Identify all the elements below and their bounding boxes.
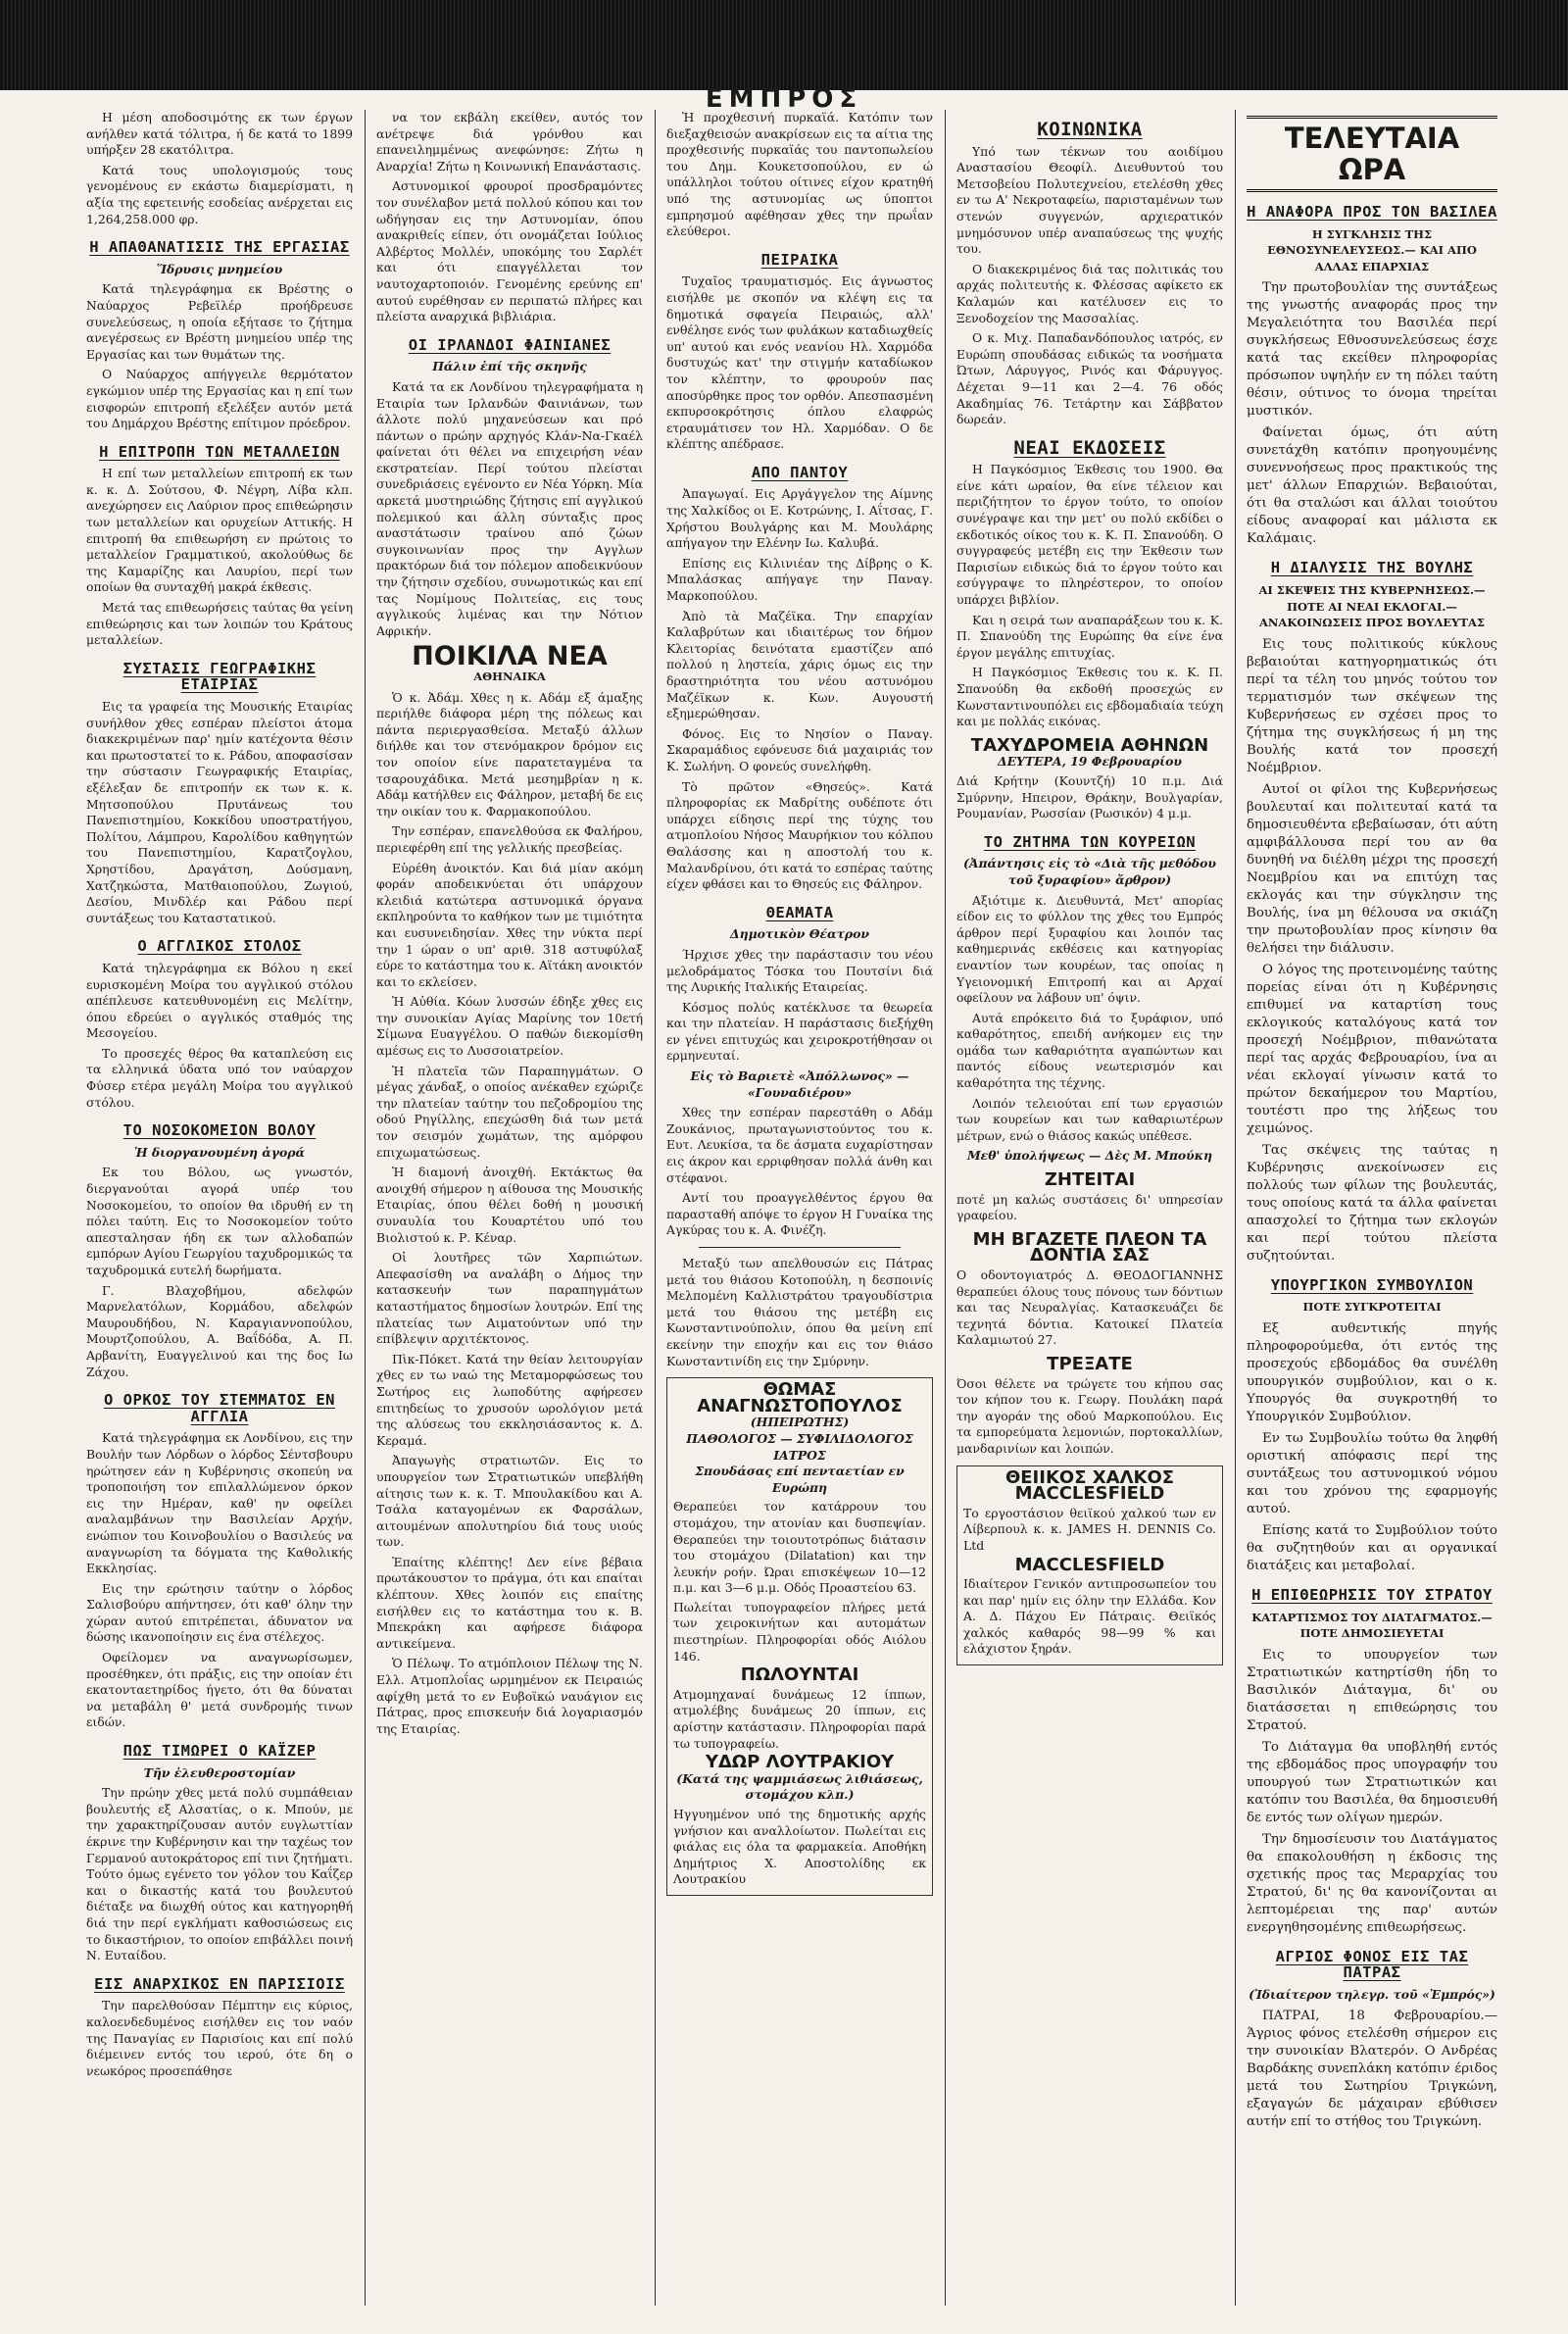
subheading: (Ἀπάντησις εἰς τὸ «Διὰ τῆς μεθόδου τοῦ ξυραφίου» ἄρθρον) [963, 856, 1216, 887]
article-paragraph: Εν τω Συμβουλίω τούτω θα ληφθή οριστική απόφασις περί της συντάξεως του αστυνομικού νόμου και του χρόνου της εφαρμογής αυτού. [1247, 1430, 1497, 1516]
section-heading: ΠΩΣ ΤΙΜΩΡΕΙ Ο ΚΑΪΖΕΡ [122, 1742, 317, 1761]
section-heading: Η ΑΝΑΦΟΡΑ ΠΡΟΣ ΤΟΝ ΒΑΣΙΛΕΑ [1247, 203, 1497, 221]
section-heading: ΘΕΑΜΑΤΑ [765, 903, 834, 921]
article-paragraph: να τον εκβάλη εκείθεν, αυτός τον ανέτρεψε διά γρόνθου και επανειλημμένως ανεφώνησε: Ζήτω η Αναρχία! Ζήτω η Κοινωνική Επανάστασις. [376, 110, 643, 174]
ad-big: ΤΡΕΞΑΤΕ [1047, 1353, 1133, 1374]
article-paragraph: Ο κ. Μιχ. Παπαδανδόπουλος ιατρός, εν Ευρώπη σπουδάσας ειδικώς τα νοσήματα Ώτων, Λάρυγγος, Ρινός και Φάρυγγος. Δέχεται 9—11 και 2—4. 76 οδός Ακαδημίας 76. Τετάρτην και Σάββατον δωρεάν. [956, 330, 1223, 427]
article-paragraph: Φόνος. Εις το Νησίον ο Παναγ. Σκαραμάδιος εφόνευσε διά μαχαιριάς τον Κ. Σωλήνη. Ο φονεύς συνελήφθη. [666, 725, 933, 773]
column-rule [365, 110, 366, 2306]
article-paragraph: Κατά τα εκ Λονδίνου τηλεγραφήματα η Εταιρία των Ιρλανδών Φαινιάνων, των άλλοτε πολύ μηχανεύσεων και πρό πάντων ο πρώην αρχηγός Κλάν-Να-Γκαέλ φαίνεται ότι θέλει να επιχειρήση νέαν εκστρατείαν. Περί τούτου πλείσται συνεδριάσεις εγένοντο εν Νέα Υόρκη. Μία αρκετά μυστηριώδης ζήτησις επί αγγλικού πολεμικού και άλλη σύνταξις προς αναστάτωσιν τραίνου από ζώων συγκοινωνίαν προς την Αγγλων πρακτόρων διά τον πόλεμον αποδεικνύουν την ζήτησιν σχεδίου, συνωμοτικώς και επί τας Νομίμους Πολιτείας, εις τους αγγλικούς λιμένας και την Νότιον Αφρικήν. [376, 378, 643, 638]
section-heading: ΤΟ ΝΟΣΟΚΟΜΕΙΟΝ ΒΟΛΟΥ [122, 1121, 317, 1140]
masthead-texture [0, 0, 1568, 90]
deck-line: ΑΙ ΣΚΕΨΕΙΣ ΤΗΣ ΚΥΒΕΡΝΗΣΕΩΣ.— ΠΟΤΕ ΑΙ ΝΕΑΙ ΕΚΛΟΓΑΙ.— ΑΝΑΚΟΙΝΩΣΕΙΣ ΠΡΟΣ ΒΟΥΛΕΥΤΑΣ [1258, 582, 1486, 630]
ad-sale2b: Ατμομηχαναί δυνάμεως 12 ίππων, ατμολέβης δυνάμεως 20 ίππων, εις αρίστην κατάστασιν. Πληροφορίαι παρά τω τυπογραφείω. [673, 1686, 926, 1751]
article-paragraph: Εις την ερώτησιν ταύτην ο λόρδος Σαλισβούρυ απήντησεν, ότι καθ' όλην την χώραν αυτού επιτρέπεται, άδυνατον να δώσης ικανοποίησιν εις ένα στέλεχος. [86, 1580, 353, 1645]
article-paragraph: Κατά τηλεγράφημα εκ Βόλου η εκεί ευρισκομένη Μοίρα του αγγλικού στόλου απέπλευσε κατευθυνομένη εις Μελίτην, όπου εδρεύει ο αγγλικός σταθμός της Μεσογείου. [86, 960, 353, 1041]
ad-big: MACCLESFIELD [1014, 1483, 1165, 1505]
ad-pre: ΘΕΙΙΚΟΣ ΧΑΛΚΟΣ [1004, 1466, 1175, 1488]
article-paragraph: Τας σκέψεις της ταύτας η Κυβέρνησις ανεκοίνωσεν εις πολλούς των φίλων της βουλευτάς, τους οποίους κατά τα άλλα φαίνεται απασχολεί το ζήτημα των εκλογών και περί τούτου πλείστα συζητούνται. [1247, 1142, 1497, 1264]
article-paragraph: Ὁ Πέλωψ. Το ατμόπλοιον Πέλωψ της Ν. Ελλ. Ατμοπλοΐας ωρμημένον εκ Πειραιώς αφίχθη μετά το εν Ευβοϊκώ ναυάγιον εις Πάτρας, προς επισκευήν διά λογαριασμόν της Εταιρίας. [376, 1656, 643, 1736]
article-paragraph: Ἡ διαμονή ἀνοιχθή. Εκτάκτως θα ανοιχθή σήμερον η αίθουσα της Μουσικής Εταιρίας, όπου θέλει δοθή η μουσική συναυλία του Κουαρτέτου υπό του Βιολιστού κ. Ρ. Κέναρ. [376, 1165, 643, 1245]
section-heading: Η ΕΠΙΤΡΟΠΗ ΤΩΝ ΜΕΤΑΛΛΕΙΩΝ [99, 442, 340, 461]
column-rule [1235, 110, 1236, 2306]
article-paragraph: Εκ του Βόλου, ως γνωστόν, διεργανούται αγορά υπέρ του Νοσοκομείου, το οποίον θα ιδρυθή εν τη πόλει ταύτη. Εις το Νοσοκομείον τούτο απεσταλησαν ήδη εκ των αλλοδαπών εμπόρων Αγίου Γεωργίου ταχυδρομικώς τα ταχυδρομικά ευτελή δωρήματα. [86, 1165, 353, 1277]
article-paragraph: Γ. Βλαχοβήμου, αδελφών Μαρνελατόλων, Κορμάδου, αδελφών Μαυρουδήδου, Ν. Καραγιαννοπούλου, Μουρτζοπούλου, Α. Βαΐδόδα, Α. Π. Αρβανίτη, Ευαγγελινού και της δος Ιω Ζάχου. [86, 1282, 353, 1379]
article-paragraph: Εις το υπουργείον των Στρατιωτικών κατηρτίσθη ήδη το Βασιλικόν Διάταγμα, δι' ου διατάσσεται η επιθεώρησις του Στρατού. [1247, 1647, 1497, 1733]
subheading: Δημοτικὸν Θέατρον [729, 926, 870, 942]
article-paragraph: Αυτοί οι φίλοι της Κυβερνήσεως βουλευταί και πολιτευταί κατά τα δημοσιευθέντα εβεβαίωσαν, ότι αύτη αμφιβάλλουσα περί του αν θα δυνηθή να διέλθη μέχρι της προσεχή Νοεμβρίου και να επιτύχη τας εκλογάς και την σύγκλησιν της Βουλής, ίνα μη θέλουσα να σκιάζη την πρωτοβουλίαν προς κίνησιν θα θελήσει την διάλυσιν. [1247, 781, 1497, 956]
ad-water: ΥΔΩΡ ΛΟΥΤΡΑΚΙΟΥ [705, 1752, 895, 1773]
subheading: Ἡ διοργανουμένη ἀγορά [133, 1144, 306, 1160]
section-heading: Η ΕΠΙΘΕΩΡΗΣΙΣ ΤΟΥ ΣΤΡΑΤΟΥ [1251, 1585, 1493, 1604]
late-news-banner: ΤΕΛΕΥΤΑΙΑ ΩΡΑ [1247, 116, 1497, 192]
article-paragraph: Εὑρέθη ἀνοικτόν. Και διά μίαν ακόμη φοράν αποδεικνύεται ότι υπάρχουν κλειδιά κατώτερα αστυνομικά όργανα εκπληρούντα το καθήκον των με τιμιότητα και ευσυνειδησίαν. Χθες την νύκτα περί την 1 ώραν ο υπ' αριθ. 318 αστυφύλαξ εύρε το κατάστημα του κ. Αϊτάκη ανοικτόν και το εκλείσεν. [376, 860, 643, 989]
article-paragraph: Ἀπὸ τὰ Μαζέϊκα. Την επαρχίαν Καλαβρύτων και ιδιαιτέρως τον δήμον Κλειτορίας δεινότατα εμαστίζεν από πολλού η ληστεία, χάρις όμως εις την δραστηριότητα του νέου αστυνόμου Μαζέϊκων κ. Κων. Αυγουστή εξημερώθησαν. [666, 608, 933, 721]
section-heading: ΤΟ ΖΗΤΗΜΑ ΤΩΝ ΚΟΥΡΕΙΩΝ [983, 832, 1197, 851]
article-paragraph: Ἀπαγωγαί. Εις Αργάγγελον της Αίμνης της Χαλκίδος οι Ε. Κοτρώνης, Ι. Αΐτσας, Γ. Χρήστου Βουλγάρης και Μ. Μουλάρης απήγαγον την Ελένην Ιω. Καλυβά. [666, 486, 933, 551]
section-heading: Ο ΑΓΓΛΙΚΟΣ ΣΤΟΛΟΣ [137, 937, 302, 956]
section-heading: ΚΟΙΝΩΝΙΚΑ [1037, 119, 1143, 140]
article-paragraph: Ἡ προχθεσινή πυρκαϊά. Κατόπιν των διεξαχθεισών ανακρίσεων εις τα αίτια της προχθεσινής πυρκαϊάς του παντοπωλείου του Δημ. Κουκετσοπούλου, εν ώ υπάλληλοι τούτου οίτινες είχον κρατηθή υπό της αστυνομίας ως ύποπτοι εμπρησμού αφέθησαν χθες την πρωΐαν ελεύθεροι. [666, 110, 933, 239]
article-paragraph: Ἡ πλατεῖα τῶν Παραπηγμάτων. Ο μέγας χάνδαξ, ο οποίος ανέκαθεν εχώριζε την πλατείαν ταύτην του πεζοδρομίου της οδού Ρηγίλλης, επεχώσθη διά των μετά τον σεισμόν χωμάτων, της αμόρφου επιχωματώσεως. [376, 1063, 643, 1160]
article-paragraph: Μετά τας επιθεωρήσεις ταύτας θα γείνη επιθεώρησις και των λοιπών του Κράτους μεταλλείων. [86, 600, 353, 648]
article-paragraph: Ἡ Αὐθία. Κόων λυσσών έδηξε χθες εις την συνοικίαν Αγίας Μαρίνης τον 10ετή Σίμωνα Ευαγγέλου. Ο παθών διεκομίσθη αμέσως εις το Λυσσοιατρείον. [376, 994, 643, 1059]
deck-line: ΚΑΤΑΡΤΙΣΜΟΣ ΤΟΥ ΔΙΑΤΑΓΜΑΤΟΣ.— ΠΟΤΕ ΔΗΜΟΣΙΕΥΕΤΑΙ [1251, 1610, 1493, 1641]
article-paragraph: Η Παγκόσμιος Έκθεσις του κ. Κ. Π. Σπανούδη θα εκδοθή προσεχώς εν Κωνσταντινουπόλει εις εβδομαδιαία τεύχη και με πολλάς εικόνας. [956, 665, 1223, 729]
article-paragraph: Το προσεχές θέρος θα καταπλεύση εις τα ελληνικά ύδατα υπό τον ναύαρχον Φύσερ ετέρα μεγάλη Μοίρα του αγγλικού στόλου. [86, 1045, 353, 1110]
article-paragraph: Την πρώην χθες μετά πολύ συμπάθειαν βουλευτής εξ Αλσατίας, ο κ. Μπούν, με την χαρακτηρίζουσαν αυτόν ευγλωττίαν έκρινε την Κυβέρνησιν και την ταχέως τον Γερμανού αυτοκράτορος επί τινι ζητήματι. Τούτο όμως εγένετο τον γόλον του Καΐζερ και ο δικαστής κατά του βουλευτού διέταξε να διωχθή ούτος και κατηγορηθή διά την περί εγκλήματι καθοσιώσεως εις το δικαστήριον, το οποίον επιβάλλει ποινή Ν. Ευταίδου. [86, 1785, 353, 1963]
ad-role: ΠΑΘΟΛΟΓΟΣ — ΣΥΦΙΛΙΔΟΛΟΓΟΣ ΙΑΤΡΟΣ [686, 1430, 913, 1463]
deck-line: ΑΘΗΝΑΙΚΑ [473, 670, 546, 683]
article-paragraph: Τυχαῖος τραυματισμός. Εις άγνωστος εισήλθε με σκοπόν να κλέψη εις τα δημοτικά σφαγεία Πειραιώς, αλλ' ενθέλησε ενός των φυλάκων καταδιωχθείς υπ' αυτού και ενός νεανίου Ηλ. Χαρμόδα δυστυχώς κατ' την στιγμήν καταδίωκον τον κλέπτην, το φρουρούν πας αποσύρθηκε προς τον ορθόν. Απεσπασμένη εκπυρσοκρότησις όπλου ελαφρώς ετραυμάτισεν τον Ηλ. Χαρμόδαν. Ο δε κλέπτης απέδρασε. [666, 273, 933, 452]
ad-body: Ο οδοντογιατρός Δ. ΘΕΟΔΟΓΙΑΝΝΗΣ θεραπεύει όλους τους πόνους των δόντιων και τας Νευραλγίας. Κατασκευάζει δε τεχνητά δόντια. Κατοικεί Πλατεία Καλαμιωτού 27. [956, 1267, 1223, 1348]
article-paragraph: Εις τα γραφεία της Μουσικής Εταιρίας συνήλθον χθες εσπέραν πλείστοι άτομα διακεκριμένων παρ' ημίν κατέχοντα θέσιν και πρωτοστατεί το κ. Ράδου, αποφασίσαν την σύστασιν Γεωγραφικής Εταιρίας, εξέλεξαν δε επιτροπήν εκ των κ. κ. Μητσοπούλου Πρυτάνεως του Πανεπιστημίου, Κοκκίδου υποστρατήγου, Πολίτου, Λάμπρου, Καρολίδου καθηγητών του Πανεπιστημίου, Καρατζογλου, Χρηστίδου, Δραγάτση, Δούσμανη, Χατζηκώστα, Ματθαιοπούλου, Ζωγιού, Δεσίου, Μινδλέρ και Ράδου περί συντάξεως του Καταστατικού. [86, 699, 353, 925]
section-heading: Η ΑΠΑΘΑΝΑΤΙΣΙΣ ΤΗΣ ΕΡΓΑΣΙΑΣ [89, 238, 350, 257]
ad-name: ΘΩΜΑΣ ΑΝΑΓΝΩΣΤΟΠΟΥΛΟΣ [697, 1379, 903, 1416]
subheading: Τῆν ἐλευθεροστομίαν [143, 1764, 296, 1780]
column-4 [956, 110, 1223, 2306]
article-paragraph: Κατά τους υπολογισμούς τους γενομένους εν εκάστω διαμερίσματι, η αξία της εφετεινής εσοδείας ανέρχεται εις 1,264,258.000 φρ. [86, 162, 353, 226]
column-rule [945, 110, 946, 2306]
section-heading: ΑΓΡΙΟΣ ΦΟΝΟΣ ΕΙΣ ΤΑΣ ΠΑΤΡΑΣ [1275, 1947, 1469, 1982]
subheading: Ἵδρυσις μνημείου [156, 261, 283, 276]
article-paragraph: Η επί των μεταλλείων επιτροπή εκ των κ. κ. Δ. Σούτσου, Φ. Νέγρη, Λίβα κλπ. ανεχώρησεν εις Λαύριον προς επιθεώρησιν των μεταλλείων και ορυχείων Αττικής. Η επιτροπή θα επιθεωρήση εν πρώτοις το μεταλλείον Γραμματικού, ακολούθως δε της Καμαρίζης και Λαυρίου, περί των οποίων θα συνταχθή μακρά έκθεσις. [86, 466, 353, 595]
ad-water-sub: (Κατά της ψαμμιάσεως λιθιάσεως, στομάχου κλπ.) [676, 1770, 923, 1803]
article-paragraph: Αστυνομικοί φρουροί προσδραμόντες τον συνέλαβον μετά πολλού κόπου και τον ωδήγησαν εις την Αστυνομίαν, όπου ανακριθείς είπεν, ότι ονομάζεται Ιούλιος Αλβέρτος Μολλέν, υποκόμης του Σαρλέτ και ότι επαγγέλλεται τον ναυτοχαρτοποιόν. Γενομένης ερεύνης επ' αυτού ευρέθησαν εν περιπατώ πλήρες και πλείστα αναρχικά βιβλιάρια. [376, 178, 643, 324]
article-paragraph: ΠΑΤΡΑΙ, 18 Φεβρουαρίου.— Άγριος φόνος ετελέσθη σήμερον εις την συνοικίαν Βλατερόν. Ο Ανδρέας Βαρδάκης συνεπλάκη κατόπιν έριδος μετά του Σωτηρίου Τριγκώνη, εξαγαγών δε μάχαιραν εβύθισεν αυτήν επί το στήθος του Τριγκώνη. [1247, 2008, 1497, 2129]
article-paragraph: Την εσπέραν, επανελθούσα εκ Φαλήρου, περιεφέρθη επί της γελλικής πρεσβείας. [376, 823, 643, 855]
advertisement-ad2 [956, 734, 1223, 822]
section-heading: Η ΔΙΑΛΥΣΙΣ ΤΗΣ ΒΟΥΛΗΣ [1270, 559, 1474, 577]
newspaper-title: ΕΜΠΡΟΣ [705, 84, 863, 114]
column-1 [86, 110, 353, 2306]
article-paragraph: Λοιπόν τελειούται επί των εργασιών των κουρείων και των καθαριωτέρων μέτρων, ενώ ο θιάσος κακώς υπέθεσε. [956, 1095, 1223, 1143]
ad-title: ΤΑΧΥΔΡΟΜΕΙΑ ΑΘΗΝΩΝ [970, 734, 1209, 756]
article-paragraph: Την πρωτοβουλίαν της συντάξεως της γνωστής αναφοράς προς την Μεγαλειότητα του Βασιλέα περί συγκλήσεως Εθνοσυνελεύσεως έσχε κατά τας εκείθεν πληροφορίας πρόσωπον υψηλήν εν τη πόλει ταύτη θέσιν, ούτινος το όνομα τηρείται μυστικόν. [1247, 280, 1497, 420]
article-paragraph: Επίσης κατά το Συμβούλιον τούτο θα συζητηθούν και αι οργανικαί διατάξεις και μεταβολαί. [1247, 1522, 1497, 1573]
article-paragraph: Τὸ πρῶτον «Θησεύς». Κατά πληροφορίας εκ Μαδρίτης ουδέποτε ότι υπάρχει είδησις περί της τύχης του ατμοπλοίου Νήσος Μαυρήκιον του κόλπου Θαλάσσης και η αποστολή του κ. Μαλανδρίνου, ότι κατά το εσπέρας ταύτης είχεν φθάσει και το Θησεύς εις Φάληρον. [666, 778, 933, 892]
section-heading: ΝΕΑΙ ΕΚΔΟΣΕΙΣ [1013, 436, 1166, 459]
ad-sale2: ΠΩΛΟΥΝΤΑΙ [740, 1664, 859, 1686]
subheading: Πάλιν ἐπί τῆς σκηνῆς [432, 359, 587, 374]
advertisement-ad5 [956, 1353, 1223, 1458]
article-paragraph: Την παρελθούσαν Πέμπτην εις κύριος, καλοενδεδυμένος εισήλθεν εις τον ναόν της Παναγίας εν Παρισίοις και επί πολύ διέμεινεν εντός του ιερού, ότε δη ο νεωκόρος προσεπάθησε [86, 1998, 353, 2078]
article-paragraph: Επίσης εις Κιλινιέαν της Δίβρης ο Κ. Μπαλάσκας απήγαγε την Παναγ. Μαρκοπούλου. [666, 555, 933, 604]
article-paragraph: Κατά τηλεγράφημα εκ Βρέστης ο Ναύαρχος Ρεβεϊλέρ προήδρευσε συνελεύσεως, η οποία εξήτασε το ζήτημα ανεγέρσεως εν Βρέστη μνημείου υπέρ της Εργασίας και των θυμάτων της. [86, 281, 353, 362]
section-heading: ΑΠΟ ΠΑΝΤΟΥ [751, 463, 849, 481]
ad-big: ΜΗ ΒΓΑΖΕΤΕ ΠΛΕΟΝ ΤΑ ΔΟΝΤΙΑ ΣΑΣ [972, 1228, 1207, 1266]
ad-water-body: Ηγγυημένον υπό της δημοτικής αρχής γνήσιον και αναλλοίωτον. Πωλείται εις φιάλας εις όλα τα φαρμακεία. Αποθήκη Δημήτριος Χ. Αποστολίδης εκ Λουτρακίου [673, 1807, 926, 1887]
ad-body2: Ιδιαίτερον Γενικόν αντιπροσωπείον του και παρ' ημίν εις όλην την Ελλάδα. Κον Α. Δ. Πάχου Εν Πάτραις. Θειϊκός χαλκός καθαρός 98—99 % και ελάχιστον ξηράν. [963, 1576, 1216, 1657]
section-heading: ΟΙ ΙΡΛΑΝΔΟΙ ΦΑΙΝΙΑΝΕΣ [408, 335, 612, 354]
article-paragraph: Οἱ λουτῆρες τῶν Χαρπιώτων. Απεφασίσθη να αναλάβη ο Δήμος την κατασκευήν των παραπηγμάτων καταστήματος δημοσίων λουτρών. Επί της πλατείας των Αιματούντων υπό την επίβλεψιν αρχιτέκτονος. [376, 1250, 643, 1347]
article-paragraph: Η μέση αποδοσιμότης εκ των έργων ανήλθεν κατά τόλιτρα, ή δε κατά το 1899 υπήρξεν 28 εκατόλιτρα. [86, 110, 353, 158]
ad-body: Όσοι θέλετε να τρώγετε του κήπου σας τον κήπον του κ. Γεωργ. Πουλάκη παρά την αγοράν της οδού Μαρκοπούλου. Εις τα εμπορεύματα λεμονιών, πορτοκαλλίων, μανδαρινίων και λοιπών. [956, 1375, 1223, 1456]
article-paragraph: Αυτά επρόκειτο διά το ξυράφιον, υπό καθαρότητος, επειδή ανήκομεν εις την ομάδα των καθαριότητα αγαπώντων και παντός είδους νεωτερισμόν και καθαρότητα της τέχνης. [956, 1010, 1223, 1091]
column-3 [666, 110, 933, 2306]
article-paragraph: Η Παγκόσμιος Έκθεσις του 1900. Θα είνε κάτι ωραίον, θα είνε τέλειον και περιζήτητον το έργον τούτο, το οποίον συνέγραψε και την μετ' ου πολύ εκδίδει ο εκδοτικός οίκος του κ. Κ. Π. Σπανούδη. Ο συγγραφεύς μετέβη εις την Έκθεσιν των Παρισίων ειδικώς διά το έργον τούτο και εσύγγραψε το πληρέστερον, το οποίον υπάρχει βιβλίον. [956, 462, 1223, 608]
article-paragraph: Οφείλομεν να αναγνωρίσωμεν, προσέθηκεν, ότι πράξις, εις την οποίαν έτι εκατονταετηρίδος ήγετο, ότι θα δύναται να μεταβάλη θ' μετά συνδρομής τινων ειδών. [86, 1650, 353, 1730]
ad-big: ΖΗΤΕΙΤΑΙ [1044, 1169, 1136, 1191]
subheading: Εἰς τὸ Βαριετὲ «Ἀπόλλωνος» — «Γουναδιέρου» [690, 1068, 909, 1100]
section-heading: Ο ΟΡΚΟΣ ΤΟΥ ΣΤΕΜΜΑΤΟΣ ΕΝ ΑΓΓΛΙΑ [104, 1391, 335, 1425]
subheading: (Ἰδιαίτερον τηλεγρ. τοῦ «Ἐμπρός») [1249, 1986, 1495, 2002]
article-paragraph: Ο διακεκριμένος διά τας πολιτικάς του αρχάς πολιτευτής κ. Φλέσσας αφίκετο εκ Καλαμών και κατέλυσεν εις το Ξενοδοχείον της Μασσαλίας. [956, 261, 1223, 325]
column-5 [1247, 110, 1497, 2306]
ad-body: Διά Κρήτην (Κουντζή) 10 π.μ. Διά Σμύρνην, Ηπειρον, Θράκην, Βουλγαρίαν, Ρουμανίαν, Ρωσσίαν (Ρωσικόν) 4 μ.μ. [956, 772, 1223, 821]
article-paragraph: Φαίνεται όμως, ότι αύτη συνετάχθη κατόπιν προηγουμένης συνεννοήσεως προς πρακτικούς της μετ' άλλων Επαρχιών. Βεβαιούται, ότι θα σταλώσι και άλλαι τοιούτου είδους αναφοραί και μάλιστα εκ Καλάμαις. [1247, 425, 1497, 547]
ad-body: ποτέ μη καλώς συστάσεις δι' υπηρεσίαν γραφείου. [956, 1191, 1223, 1223]
article-paragraph: Υπό των τέκνων του αοιδίμου Αναστασίου Θεοφίλ. Διευθυντού του Μετσοβείου Πολυτεχνείου, ετελέσθη χθες εν τω Α' Νεκροταφείω, παρισταμένων των στενών συγγενών, αρχιερατικόν μνημόσυνον υπέρ αναπαύσεως της ψυχής του. [956, 143, 1223, 257]
article-paragraph: Ἀπαγωγὴς στρατιωτῶν. Εις το υπουργείον των Στρατιωτικών υπεβλήθη αίτησις των κ. κ. Τ. Μπουλακίδου και Α. Τσάλα καταγομένων εκ Φαρσάλων, αιτουμένων απολυτηρίου διά τους υιούς των. [376, 1453, 643, 1550]
article-paragraph: Ήρχισε χθες την παράστασιν του νέου μελοδράματος Τόσκα του Πουτσίνι διά της Λυρικής Ιταλικής Εταιρείας. [666, 946, 933, 995]
section-heading: ΠΕΙΡΑΙΚΑ [760, 250, 839, 269]
ad-note: Σπουδάσας επί πενταετίαν εν Ευρώπη [695, 1464, 905, 1495]
article-paragraph: Ὁ κ. Ἀδάμ. Χθες η κ. Αδάμ εξ άμαξης περιήλθε διάφορα μέρη της πόλεως και πάντα περιεργασθείσα. Μεταξύ άλλων διήλθε και τον στενόμακρον δρόμον εις τον οποίον είνε παρατεταγμένα τα τσαρουχάδικα. Μετά μεσημβρίαν η κ. Αδάμ κατήλθεν εις Φάληρον, μεταβή δε εις την οικίαν του κ. Φαρμακοπούλου. [376, 689, 643, 819]
article-paragraph: Κατά τηλεγράφημα εκ Λονδίνου, εις την Βουλήν των Λόρδων ο λόρδος Σέντσβουρυ ηρώτησεν εάν η Κυβέρνησις σκοπεύη να τροποποιήση τον επιλαλλώμενον όρκον εις την Ημέραν, καθ' ην οφείλει αναλαμβάνων την Βασιλείαν Αρχήν, ενώπιον του Κοινοβουλίου ο Βασιλεύς να αναγνωρίση τα δόγματα της Καθολικής Εκκλησίας. [86, 1430, 353, 1576]
advertisement-ad6 [956, 1465, 1223, 1666]
separator-rule [699, 1247, 902, 1248]
ad-sale: Πωλείται τυπογραφείον πλήρες μετά των χειροκινήτων και αυτομάτων πιεστηρίων. Πληροφορίαι οδός Αιόλου 146. [673, 1599, 926, 1664]
article-paragraph: Την δημοσίευσιν του Διατάγματος θα επακολουθήση η έκδοσις της σχετικής προς τας Μεραρχίας του Στρατού, δι' ης θα κανονίζονται αι λεπτομέρειαι της παρ' αυτών ενεργηθησομένης επιθεωρήσεως. [1247, 1831, 1497, 1935]
section-heading: ΕΙΣ ΑΝΑΡΧΙΚΟΣ ΕΝ ΠΑΡΙΣΙΟΙΣ [94, 1974, 345, 1993]
ad-body: Θεραπεύει τον κατάρρουν του στομάχου, την ατονίαν και δυσπεψίαν. Θεραπεύει την τοιουτοτρόπως διάτασιν του στομάχου (Dilatation) και την λευκήν ροήν. Ώραι επισκέψεων 10—12 π.μ. και 3—6 μ.μ. Οδός Προαστείου 63. [673, 1499, 926, 1596]
article-paragraph: Αντί του προαγγελθέντος έργου θα παρασταθή απόψε το έργον Η Γυναίκα της Αγκύρας του κ. Α. Φινέζη. [666, 1190, 933, 1238]
advertisement-ad4 [956, 1228, 1223, 1349]
article-paragraph: Εξ αυθεντικής πηγής πληροφορούμεθα, ότι εντός της προσεχούς εβδομάδος θα συνέλθη υπουργικόν συμβούλιον, και ο κ. Υπουργός θα συγκροτηθή το Υπουργικόν Συμβούλιον. [1247, 1320, 1497, 1424]
section-heading: ΥΠΟΥΡΓΙΚΟΝ ΣΥΜΒΟΥΛΙΟΝ [1270, 1275, 1474, 1294]
column-rule [655, 110, 656, 2306]
deck-line: Η ΣΥΓΚΛΗΣΙΣ ΤΗΣ ΕΘΝΟΣΥΝΕΛΕΥΣΕΩΣ.— ΚΑΙ ΑΠΟ ΑΛΛΑΣ ΕΠΑΡΧΙΑΣ [1267, 226, 1477, 273]
section-heading: ΣΥΣΤΑΣΙΣ ΓΕΩΓΡΑΦΙΚΗΣ ΕΤΑΙΡΙΑΣ [122, 659, 317, 694]
article-paragraph: Πὶκ-Πόκετ. Κατά την θείαν λειτουργίαν χθες εν τω ναώ της Μεταμορφώσεως του Σωτήρος εις λωποδύτης αφήρεσεν επιτηδείως το χρυσούν ωρολόγιον μετά της αλύσεως του εκκλησιάσαντος κ. Δ. Κεραμά. [376, 1351, 643, 1448]
subheading: Μεθ' ὑπολήψεως — Δὲς Μ. Μπούκη [966, 1148, 1213, 1164]
deck-line: ΠΟΤΕ ΣΥΓΚΡΟΤΕΙΤΑΙ [1302, 1300, 1442, 1315]
article-paragraph: Το Διάταγμα θα υποβληθή εντός της εβδομάδος προς υπογραφήν του υπουργού των Στρατιωτικών και κατόπιν του Βασιλέα, θα δημοσιευθή δε εντός των ολίγων ημερών. [1247, 1739, 1497, 1825]
masthead-banner [0, 0, 1568, 90]
ad-date: ΔΕΥΤΕΡΑ, 19 Φεβρουαρίου [998, 754, 1182, 770]
newspaper-page [86, 110, 1497, 2306]
ad-body: Το εργοστάσιον θειϊκού χαλκού των εν Λίβερπουλ κ. κ. JAMES H. DENNIS Co. Ltd [963, 1505, 1216, 1553]
article-paragraph: Ο Ναύαρχος απήγγειλε θερμότατον εγκώμιον υπέρ της Εργασίας και η επί των εισφορών επιτροπή εξελέξεν αυτόν μετά του Δημάρχου Βρέστης επίτιμον πρόεδρον. [86, 367, 353, 431]
advertisement-ad3 [956, 1169, 1223, 1224]
article-paragraph: Και η σειρά των αναπαράξεων του κ. Κ. Π. Σπανούδη της Ευρώπης θα είνε ένα έργον μεγάλης επιτυχίας. [956, 612, 1223, 660]
ad-big2: MACCLESFIELD [1014, 1554, 1165, 1575]
article-paragraph: Ο λόγος της προτεινομένης ταύτης πορείας είναι ότι η Κυβέρνησις επιθυμεί να καταρτίση τους εκλογικούς καταλόγους κατά τον προσεχή Νοέμβριον, πιθανώτατα περί τας αρχάς Φεβρουαρίου, ίνα αι νέαι εκλογαί γίνωσιν κατά το πρώτον δεκαήμερον του Μαρτίου, τουτέστι προ της λήξεως του χειμώνος. [1247, 962, 1497, 1136]
column-2 [376, 110, 643, 2306]
article-paragraph: Εις τους πολιτικούς κύκλους βεβαιούται κατηγορηματικώς ότι περί τα τέλη του μηνός τούτου τον τερματισμόν των σκέψεων της Κυβερνήσεως εν σχέσει προς το ζήτημα της συγκλήσεως ή μη της Βουλής κατά τον προσεχή Νοέμβριον. [1247, 636, 1497, 775]
article-paragraph: Μεταξύ των απελθουσών εις Πάτρας μετά του θιάσου Κοτοπούλη, η δεσποινίς Μελπομένη Καλλιστράτου τραγουδίστρια μετά του θιάσου της μετέβη εις Κωνσταντινούπολιν, όπου θα μείνη επί εκείνην την εποχήν και εις τον θιάσο Κωνσταντινίδη εις την Σμύρνην. [666, 1256, 933, 1368]
advertisement-ad1 [666, 1377, 933, 1896]
section-banner: ΠΟΙΚΙΛΑ ΝΕΑ [412, 641, 608, 672]
article-paragraph: Χθες την εσπέραν παρεστάθη ο Αδάμ Ζουκάνιος, πρωταγωνιστούντος του κ. Ευτ. Λευκίσα, τα δε άσματα ευχαρίστησαν εις άκρον και ερριφθησαν πολλά άνθη και στέφανοι. [666, 1105, 933, 1185]
article-paragraph: Κόσμος πολύς κατέκλυσε τα θεωρεία και την πλατείαν. Η παράστασις διεξήχθη εν γένει επιτυχώς και χειροκροτήθησαν οι ερμηνευταί. [666, 999, 933, 1064]
article-paragraph: Ἐπαίτης κλέπτης! Δεν είνε βέβαια πρωτάκουστον το πράγμα, ότι και επαίται κλέπτουν. Χθες λοιπόν εις επαίτης εισήλθεν εις το κατάστημα του κ. Β. Μπεκράκη και αφήρεσε διάφορα αντικείμενα. [376, 1554, 643, 1651]
ad-sub: (ΗΠΕΙΡΩΤΗΣ) [750, 1415, 850, 1430]
article-paragraph: Αξιότιμε κ. Διευθυντά, Μετ' απορίας είδον εις το φύλλον της χθες του Εμπρός άρθρον περί ξυραφίου και λοιπόν τας καθημερινάς εκθέσεις και κατηγορίας εναντίον των κουρέων, τας οποίας η Υγειονομική Επιτροπή και αι Αρχαί οφείλουν να λάβουν υπ' όψιν. [956, 892, 1223, 1006]
